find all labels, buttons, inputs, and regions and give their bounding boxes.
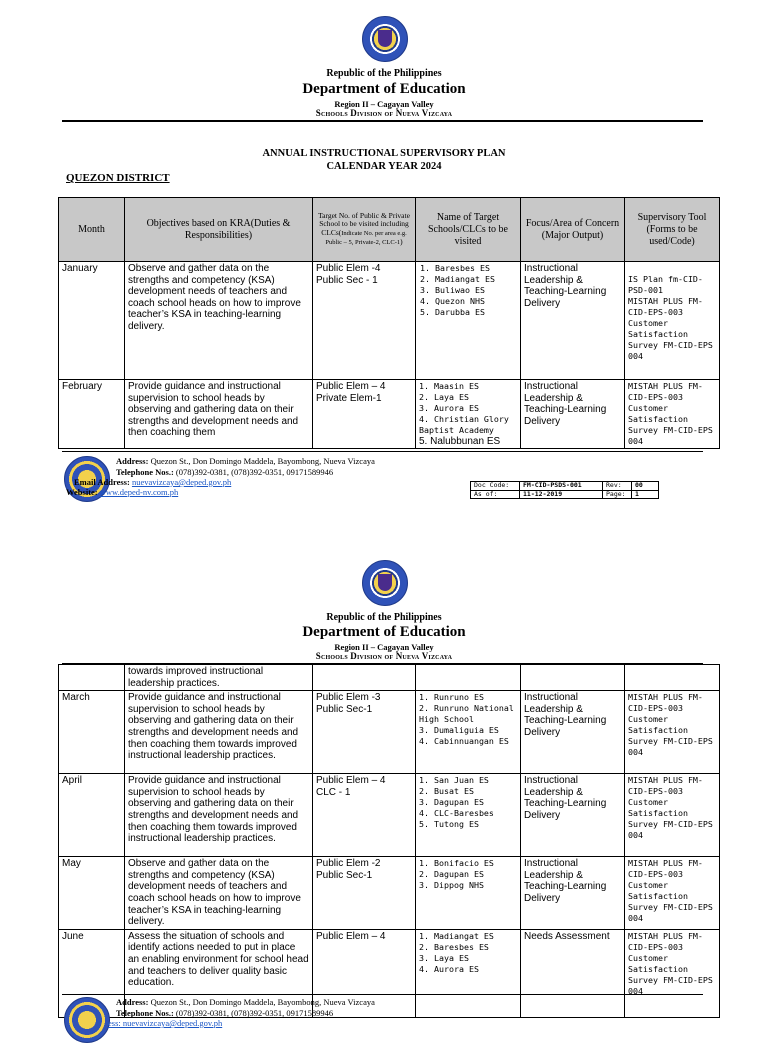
header-divider xyxy=(62,120,703,122)
doc-code-label: Doc Code: xyxy=(471,482,520,491)
focus-cell: Instructional Leadership & Teaching-Learning Delivery xyxy=(521,857,625,930)
schools-cell xyxy=(416,929,521,1017)
objectives-cell: Observe and gather data on the strengths and competency (KSA) development needs of teachers and coach school heads on how to improve teacher’s KSA in teaching-learning delivery. xyxy=(125,262,313,380)
division-label: Schools Division of Nueva Vizcaya xyxy=(315,651,453,661)
list-item: 2. Busat ES xyxy=(419,786,474,797)
list-item: 3. Dagupan ES xyxy=(419,797,484,808)
schools-cell xyxy=(416,262,521,380)
plan-year: CALENDAR YEAR 2024 xyxy=(326,161,442,172)
region-label: Region II – Cagayan Valley xyxy=(334,642,434,652)
supervisory-plan-table-continued xyxy=(58,664,720,1018)
month-cell: May xyxy=(59,857,125,930)
list-item: 5. Darubba ES xyxy=(435,307,517,318)
col-header-objectives: Objectives based on KRA(Duties & Responsibilities) xyxy=(125,198,313,262)
table-row xyxy=(59,665,720,691)
list-item: 2. Runruno National High School xyxy=(419,703,514,725)
target-cell xyxy=(313,665,416,691)
list-item: 3. Aurora ES xyxy=(419,403,479,413)
schools-cell xyxy=(416,774,521,857)
focus-cell: Needs Assessment xyxy=(521,929,625,1017)
focus-cell xyxy=(521,665,625,691)
month-cell: March xyxy=(59,691,125,774)
footer-address: Address: Quezon St., Don Domingo Maddela, Bayombong, Nueva Vizcaya xyxy=(116,997,375,1007)
footer-email: Email Address: nuevavizcaya@deped.gov.ph xyxy=(74,477,232,487)
list-item: 4. CLC-Baresbes xyxy=(419,808,494,819)
asof-value: 11-12-2019 xyxy=(520,490,603,499)
footer-divider xyxy=(62,994,703,995)
focus-cell: Instructional Leadership & Teaching-Learning Delivery xyxy=(521,774,625,857)
col-header-tool: Supervisory Tool (Forms to be used/Code) xyxy=(625,198,720,262)
supervisory-plan-table xyxy=(58,197,720,449)
month-cell: April xyxy=(59,774,125,857)
list-item: 2. Laya ES xyxy=(419,392,469,402)
col-header-schools: Name of Target Schools/CLCs to be visited xyxy=(416,198,521,262)
month-cell: June xyxy=(59,929,125,1017)
objectives-cell: Assess the situation of schools and identify actions needed to put in place an enabling environment for school head and teachers to deliver quality basic education. xyxy=(125,929,313,1017)
table-row xyxy=(59,380,720,449)
tool-cell xyxy=(625,665,720,691)
footer-telephone: Telephone Nos.: (078)392-0381, (078)392-0351, 09171589946 xyxy=(116,1008,334,1018)
target-cell: Public Elem – 4 CLC - 1 xyxy=(313,774,416,857)
list-item: 4. Aurora ES xyxy=(419,963,479,974)
col-header-focus: Focus/Area of Concern (Major Output) xyxy=(521,198,625,262)
tool-cell: MISTAH PLUS FM-CID-EPS-003 Customer Satisfaction Survey FM-CID-EPS 004 xyxy=(625,380,720,449)
list-item: 3. Dumaliguia ES xyxy=(419,725,499,736)
schools-cell xyxy=(416,380,521,449)
tool-cell: IS Plan fm-CID-PSD-001 MISTAH PLUS FM-CID-EPS-003 Customer Satisfaction Survey FM-CID-EPS 004 xyxy=(625,262,720,380)
asof-label: As of: xyxy=(471,490,520,499)
target-cell: Public Elem -2 Public Sec-1 xyxy=(313,857,416,930)
deped-seal-icon xyxy=(362,16,408,62)
deped-seal-icon xyxy=(362,560,408,606)
footer-website: Website: www.deped-nv.com.ph xyxy=(66,487,179,497)
tool-cell: MISTAH PLUS FM-CID-EPS-003 Customer Satisfaction Survey FM-CID-EPS 004 xyxy=(625,691,720,774)
objectives-cell: Provide guidance and instructional supervision to school heads by observing and gathering data on their strengths and development needs and then coaching them towards improved instructional leadership practices. xyxy=(125,691,313,774)
list-item: 2. Baresbes ES xyxy=(419,941,489,952)
footer-address: Address: Quezon St., Don Domingo Maddela, Bayombong, Nueva Vizcaya xyxy=(116,456,375,466)
division-label: Schools Division of Nueva Vizcaya xyxy=(315,108,453,118)
region-label: Region II – Cagayan Valley xyxy=(334,99,434,109)
month-cell: February xyxy=(59,380,125,449)
tool-cell: MISTAH PLUS FM-CID-EPS-003 Customer Satisfaction Survey FM-CID-EPS 004 xyxy=(625,929,720,1017)
list-item: 1. Baresbes ES xyxy=(435,263,517,274)
list-item: 1. Runruno ES xyxy=(419,692,484,703)
district-label: QUEZON DISTRICT xyxy=(66,172,170,184)
objectives-cell: Observe and gather data on the strengths and competency (KSA) development needs of teachers and coach school heads on how to improve teacher’s KSA in teaching-learning delivery. xyxy=(125,857,313,930)
table-row xyxy=(59,774,720,857)
schools-cell xyxy=(416,665,521,691)
email-link[interactable]: nuevavizcaya@deped.gov.ph xyxy=(131,477,232,487)
department-title: Department of Education xyxy=(302,81,466,97)
schools-cell xyxy=(416,691,521,774)
list-item: 1. Madiangat ES xyxy=(419,930,494,941)
month-cell xyxy=(59,665,125,691)
list-item: 3. Laya ES xyxy=(419,952,469,963)
doc-code-value: FM-CID-PSDS-001 xyxy=(520,482,603,491)
objectives-cell: Provide guidance and instructional supervision to school heads by observing and gathering data on their strengths and development needs and then coaching them xyxy=(125,380,313,449)
list-item: 1. Bonifacio ES xyxy=(419,858,494,869)
tool-cell: MISTAH PLUS FM-CID-EPS-003 Customer Satisfaction Survey FM-CID-EPS 004 xyxy=(625,774,720,857)
footer-telephone: Telephone Nos.: (078)392-0381, (078)392-0351, 09171589946 xyxy=(116,467,334,477)
list-item: 4. Cabinnuangan ES xyxy=(419,736,509,747)
list-item: 2. Madiangat ES xyxy=(435,274,517,285)
list-item: 4. Quezon NHS xyxy=(435,296,517,307)
list-item: 2. Dagupan ES xyxy=(419,869,484,880)
rev-label: Rev: xyxy=(603,482,632,491)
list-item: 1. Maasin ES xyxy=(419,381,479,391)
list-item: 1. San Juan ES xyxy=(419,775,489,786)
table-row xyxy=(59,691,720,774)
department-title: Department of Education xyxy=(302,624,466,640)
list-item: 5. Tutong ES xyxy=(419,819,479,830)
target-cell: Public Elem -3 Public Sec-1 xyxy=(313,691,416,774)
website-link[interactable]: www.deped-nv.com.ph xyxy=(99,487,179,497)
focus-cell: Instructional Leadership & Teaching-Learning Delivery xyxy=(521,691,625,774)
objectives-cell: Provide guidance and instructional supervision to school heads by observing and gathering data on their strengths and development needs and then coaching them towards improved instructional leadership practices. xyxy=(125,774,313,857)
rev-value: 00 xyxy=(632,482,659,491)
republic-label: Republic of the Philippines xyxy=(326,612,442,623)
table-row xyxy=(59,857,720,930)
plan-title: ANNUAL INSTRUCTIONAL SUPERVISORY PLAN xyxy=(262,148,506,159)
target-cell: Public Elem -4 Public Sec - 1 xyxy=(313,262,416,380)
col-header-target: Target No. of Public & Private School to be visited including CLCs(Indicate No. per area e.g. Public – 5, Private-2, CLC-1) xyxy=(313,198,416,262)
list-item: 5. Nalubbunan ES xyxy=(419,436,501,447)
republic-label: Republic of the Philippines xyxy=(326,68,442,79)
table-row xyxy=(59,262,720,380)
objectives-cell: towards improved instructional leadership practices. xyxy=(125,665,313,691)
list-item: 4. Christian Glory Baptist Academy xyxy=(419,414,509,435)
page-label: Page: xyxy=(603,490,632,499)
col-header-month: Month xyxy=(59,198,125,262)
schools-cell xyxy=(416,857,521,930)
focus-cell: Instructional Leadership & Teaching-Learning Delivery xyxy=(521,262,625,380)
tool-cell: MISTAH PLUS FM-CID-EPS-003 Customer Satisfaction Survey FM-CID-EPS 004 xyxy=(625,857,720,930)
division-logo-icon xyxy=(64,997,110,1043)
list-item: 3. Dippog NHS xyxy=(419,880,484,891)
list-item: 3. Buliwao ES xyxy=(435,285,517,296)
month-cell: January xyxy=(59,262,125,380)
target-cell: Public Elem – 4 xyxy=(313,929,416,1017)
footer-divider xyxy=(62,451,703,452)
doc-code-table xyxy=(470,481,659,499)
target-cell: Public Elem – 4 Private Elem-1 xyxy=(313,380,416,449)
email-link[interactable]: ess: nuevavizcaya@deped.gov.ph xyxy=(108,1018,223,1028)
focus-cell: Instructional Leadership & Teaching-Learning Delivery xyxy=(521,380,625,449)
page-value: 1 xyxy=(632,490,659,499)
